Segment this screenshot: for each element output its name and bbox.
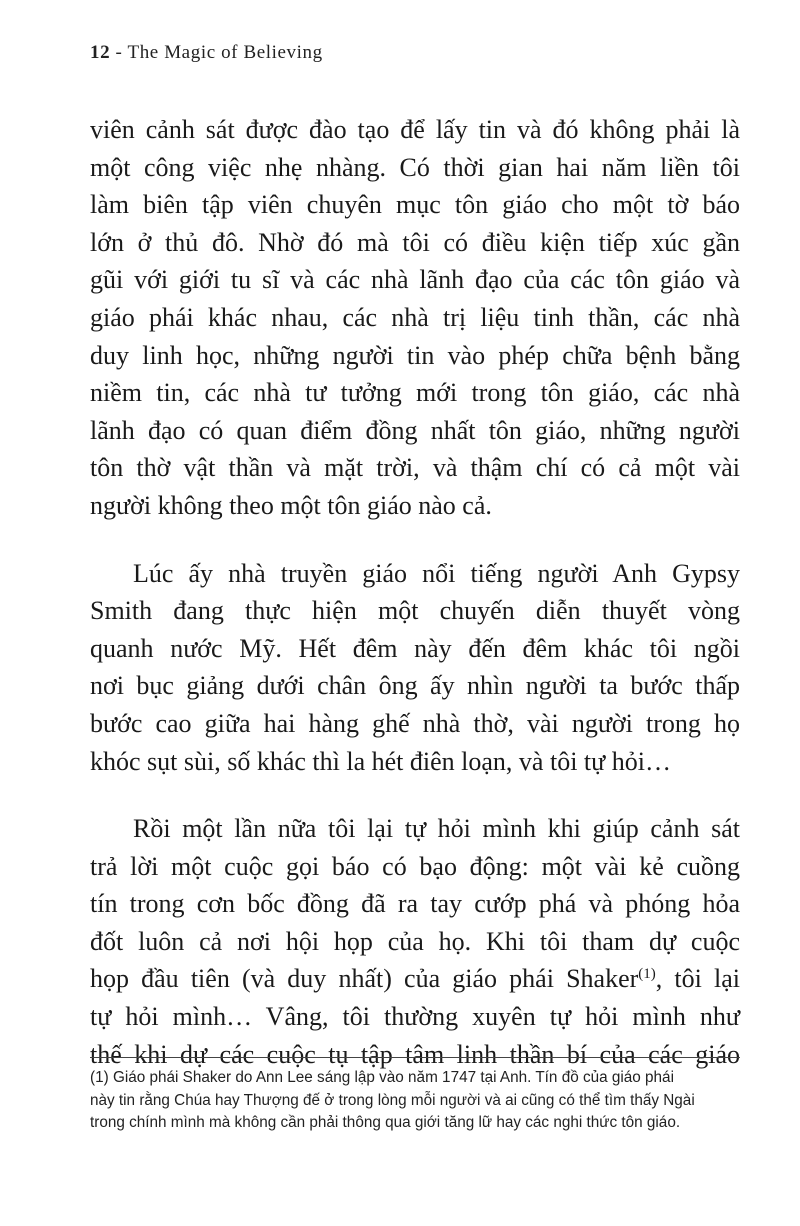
text-line: nơi bục giảng dưới chân ông ấy nhìn người ta bước thấp (90, 671, 740, 701)
text-line-with-footnote-ref (90, 960, 740, 998)
header-separator: - (110, 42, 128, 63)
running-header (90, 42, 323, 64)
text-line: tín trong cơn bốc đồng đã ra tay cướp phá và phóng hỏa (90, 889, 740, 919)
text-line: tự hỏi mình… Vâng, tôi thường xuyên tự hỏi mình như (90, 1002, 740, 1032)
text-line: thế khi dự các cuộc tụ tập tâm linh thần bí của các giáo (90, 1039, 740, 1069)
text-segment: họp đầu tiên (và duy nhất) của giáo phái Shaker (90, 964, 639, 994)
text-line: lớn ở thủ đô. Nhờ đó mà tôi có điều kiện tiếp xúc gần (90, 227, 740, 257)
footnote (90, 1067, 750, 1135)
text-line: Lúc ấy nhà truyền giáo nổi tiếng người Anh Gypsy (133, 558, 740, 588)
text-line: bước cao giữa hai hàng ghế nhà thờ, vài người trong họ (90, 708, 740, 738)
text-line: Smith đang thực hiện một chuyến diễn thuyết vòng (90, 596, 740, 626)
text-line: một công việc nhẹ nhàng. Có thời gian hai năm liền tôi (90, 152, 740, 182)
text-line: quanh nước Mỹ. Hết đêm này đến đêm khác tôi ngồi (90, 633, 740, 663)
text-line: trả lời một cuộc gọi báo có bạo động: một vài kẻ cuồng (90, 851, 740, 881)
text-line: Rồi một lần nữa tôi lại tự hỏi mình khi giúp cảnh sát (133, 814, 740, 844)
footnote-divider (90, 1057, 740, 1058)
text-segment: , tôi lại (655, 964, 741, 994)
footnote-line: (1) Giáo phái Shaker do Ann Lee sáng lập vào năm 1747 tại Anh. Tín đồ của giáo phái (90, 1069, 674, 1086)
paragraph-3 (90, 810, 740, 1073)
text-line: viên cảnh sát được đào tạo để lấy tin và đó không phải là (90, 115, 740, 144)
text-line: làm biên tập viên chuyên mục tôn giáo cho một tờ báo (90, 190, 740, 220)
footnote-line: này tin rằng Chúa hay Thượng đế ở trong lòng mỗi người và ai cũng có thể tìm thấy Ngài (90, 1091, 695, 1109)
page-number: 12 (90, 42, 111, 63)
footnote-reference[interactable]: (1) (638, 966, 656, 983)
text-line: gũi với giới tu sĩ và các nhà lãnh đạo của các tôn giáo và (90, 265, 740, 295)
text-line: niềm tin, các nhà tư tưởng mới trong tôn giáo, các nhà (90, 378, 740, 408)
footnote-line: trong chính mình mà không cần phải thông qua giới tăng lữ hay các nghi thức tôn giáo. (90, 1114, 681, 1131)
text-line: người không theo một tôn giáo nào cả. (90, 490, 492, 520)
text-line: tôn thờ vật thần và mặt trời, và thậm chí có cả một vài (90, 453, 740, 483)
text-line: lãnh đạo có quan điểm đồng nhất tôn giáo, những người (90, 415, 740, 445)
body-text (90, 111, 740, 1073)
text-line: khóc sụt sùi, số khác thì la hét điên loạn, và tôi tự hỏi… (90, 746, 671, 776)
paragraph-1 (90, 111, 740, 525)
paragraph-2 (90, 555, 740, 781)
book-title: The Magic of Believing (127, 42, 323, 63)
text-line: giáo phái khác nhau, các nhà trị liệu tinh thần, các nhà (90, 302, 740, 332)
text-line: duy linh học, những người tin vào phép chữa bệnh bằng (90, 340, 740, 370)
text-line: đốt luôn cả nơi hội họp của họ. Khi tôi tham dự cuộc (90, 926, 740, 956)
